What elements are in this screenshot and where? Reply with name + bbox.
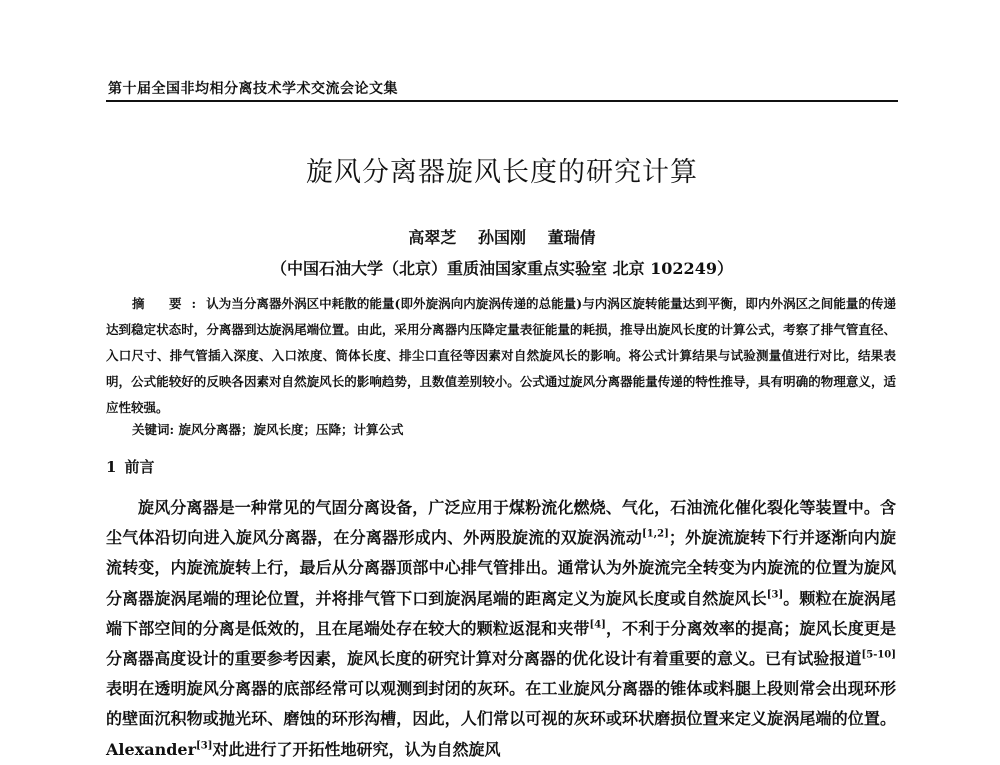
- body-paragraph: [106, 493, 896, 765]
- body-text-segment: 旋风分离器是一种常见的气固分离设备，广泛应用于煤粉流化燃烧、气化，石油流化催化裂化等装置中。含尘气体沿切向进入旋风分离器，在分离器形成内、外两股旋流的双旋涡流动: [106, 498, 896, 548]
- citation-ref[interactable]: [3]: [766, 589, 784, 601]
- citation-ref[interactable]: [1,2]: [641, 528, 669, 540]
- citation-ref[interactable]: [3]: [196, 740, 213, 752]
- running-header: 第十届全国非均相分离技术学术交流会论文集: [108, 81, 398, 97]
- abstract-label: 摘 要:: [132, 296, 207, 311]
- section-number: 1: [106, 458, 117, 476]
- section-heading: [106, 456, 154, 477]
- citation-ref[interactable]: [5-10]: [861, 649, 896, 661]
- body-text-segment: ，不利于分离效率的提高；旋风长度更是分离器高度设计的重要参考因素，旋风长度的研究计算对分离器的优化设计有着重要的意义。已有试验报道: [106, 618, 896, 669]
- abstract-text: 认为当分离器外涡区中耗散的能量(即外旋涡向内旋涡传递的总能量)与内涡区旋转能量达到平衡，即内外涡区之间能量的传递达到稳定状态时，分离器到达旋涡尾端位置。由此，采用分离器内压降定量表征能量的耗损，推导出旋风长度的计算公式，考察了排气管直径、入口尺寸、排气管插入深度、入口浓度、筒体长度、排尘口直径等因素对自然旋风长的影响。将公式计算结果与试验测量值进行对比，结果表明，公式能较好的反映各因素对自然旋风长的影响趋势，且数值差别较小。公式通过旋风分离器能量传递的特性推导，具有明确的物理意义，适应性较强。: [106, 296, 896, 415]
- section-title: 前言: [124, 458, 155, 476]
- keywords: [132, 420, 404, 440]
- body-text-segment: 对此进行了开拓性地研究，认为自然旋风: [212, 739, 501, 759]
- header-rule: [106, 100, 898, 102]
- body-text-segment: ；外旋流旋转下行并逐渐向内旋流转变，内旋流旋转上行，最后从分离器顶部中心排气管排出。通常认为外旋流完全转变为内旋流的位置为旋风分离器旋涡尾端的理论位置，并将排气管下口到旋涡尾端的距离定义为旋风长度或自然旋风长: [106, 528, 896, 608]
- authors: 高翠芝 孙国刚 董瑞倩: [408, 228, 596, 247]
- paper-title: 旋风分离器旋风长度的研究计算: [306, 157, 698, 188]
- body-text-segment: 表明在透明旋风分离器的底部经常可以观测到封闭的灰环。在工业旋风分离器的锥体或料腿上段则常会出现环形的壁面沉积物或抛光环、磨蚀的环形沟槽，因此，人们常以可视的灰环或环状磨损位置来定义旋涡尾端的位置。Alexander: [106, 679, 896, 759]
- keywords-label: 关键词:: [132, 422, 175, 437]
- body-text-segment: 。颗粒在旋涡尾端下部空间的分离是低效的，且在尾端处存在较大的颗粒返混和夹带: [106, 588, 896, 638]
- citation-ref[interactable]: [4]: [589, 619, 606, 631]
- affiliation: （中国石油大学（北京）重质油国家重点实验室 北京 102249）: [271, 259, 733, 278]
- keywords-text: 旋风分离器；旋风长度；压降；计算公式: [178, 422, 404, 437]
- abstract: [106, 291, 896, 421]
